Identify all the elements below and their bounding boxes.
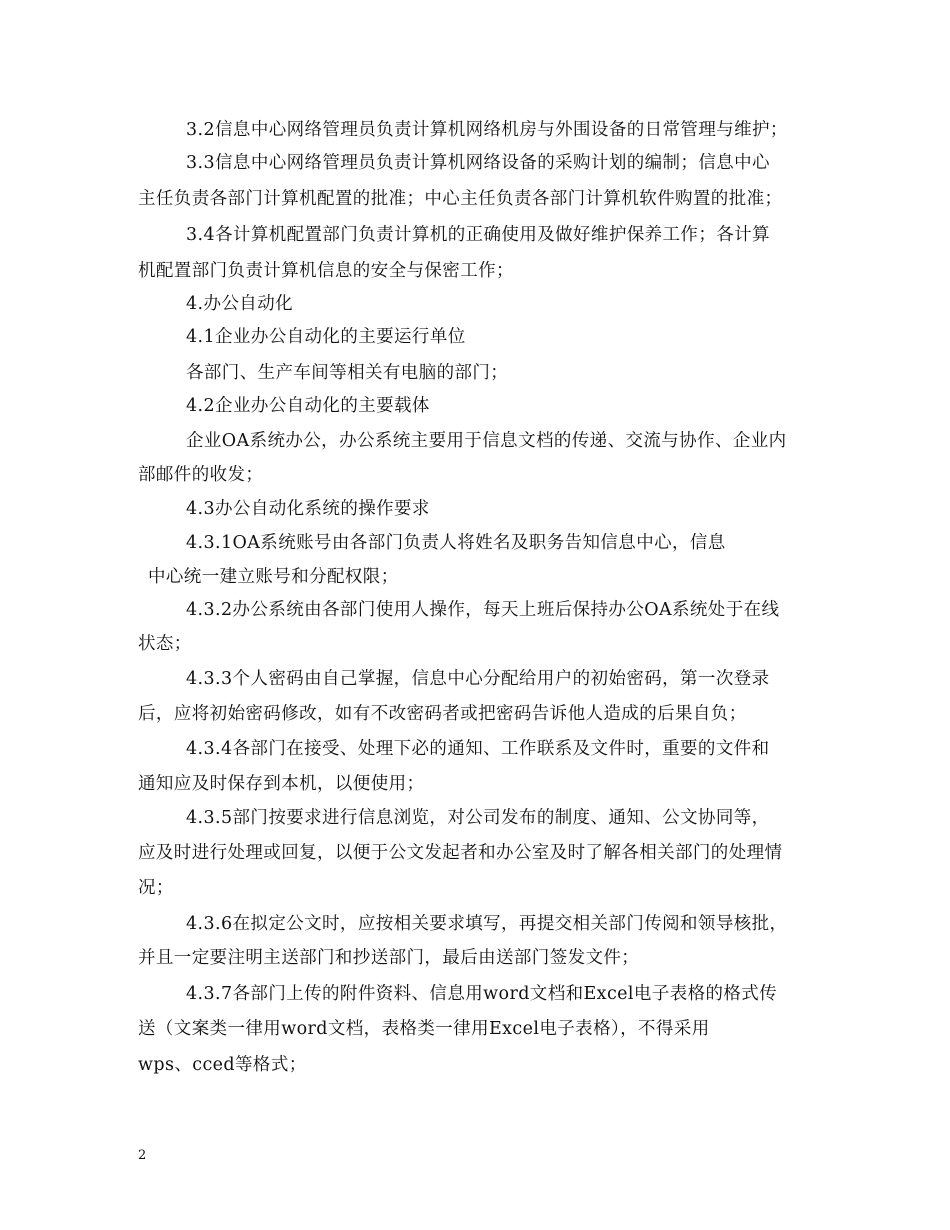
paragraph-line: 状态； <box>138 634 192 654</box>
paragraph-line: 3.3信息中心网络管理员负责计算机网络设备的采购计划的编制；信息中心 <box>186 153 770 173</box>
page-number: 2 <box>138 1148 147 1163</box>
paragraph-line: 4.3.4各部门在接受、处理下必的通知、工作联系及文件时，重要的文件和 <box>186 739 770 759</box>
paragraph-line: 通知应及时保存到本机，以便使用； <box>138 774 425 794</box>
paragraph-line: wps、cced等格式； <box>138 1055 307 1075</box>
paragraph-line: 送（文案类一律用word文档，表格类一律用Excel电子表格），不得采用 <box>138 1019 710 1039</box>
paragraph-line: 并且一定要注明主送部门和抄送部门，最后由送部门签发文件； <box>138 948 640 968</box>
paragraph-line: 各部门、生产车间等相关有电脑的部门； <box>186 363 509 383</box>
paragraph-line: 4.3.2办公系统由各部门使用人操作，每天上班后保持办公OA系统处于在线 <box>186 600 780 620</box>
paragraph-line: 中心统一建立账号和分配权限； <box>148 567 399 587</box>
paragraph-line: 部邮件的收发； <box>138 465 264 485</box>
paragraph-line: 4.3.1OA系统账号由各部门负责人将姓名及职务告知信息中心，信息 <box>186 533 726 553</box>
paragraph-line: 后，应将初始密码修改，如有不改密码者或把密码告诉他人造成的后果自负； <box>138 704 747 724</box>
paragraph-line: 4.3.7各部门上传的附件资料、信息用word文档和Excel电子表格的格式传 <box>186 984 778 1004</box>
paragraph-line: 机配置部门负责计算机信息的安全与保密工作； <box>138 261 514 281</box>
paragraph-line: 3.4各计算机配置部门负责计算机的正确使用及做好维护保养工作；各计算 <box>186 225 770 245</box>
paragraph-line: 4.3.6在拟定公文时，应按相关要求填写，再提交相关部门传阅和领导核批， <box>186 914 788 934</box>
paragraph-line: 3.2信息中心网络管理员负责计算机网络机房与外围设备的日常管理与维护； <box>186 120 788 140</box>
section-heading: 4.办公自动化 <box>186 294 293 314</box>
paragraph-line: 况； <box>138 878 174 898</box>
subsection-heading: 4.2企业办公自动化的主要载体 <box>186 396 430 416</box>
subsection-heading: 4.1企业办公自动化的主要运行单位 <box>186 327 466 347</box>
paragraph-line: 企业OA系统办公，办公系统主要用于信息文档的传递、交流与协作、企业内 <box>186 431 787 451</box>
subsection-heading: 4.3办公自动化系统的操作要求 <box>186 499 430 519</box>
paragraph-line: 主任负责各部门计算机配置的批准；中心主任负责各部门计算机软件购置的批准； <box>138 189 783 209</box>
paragraph-line: 4.3.5部门按要求进行信息浏览，对公司发布的制度、通知、公文协同等， <box>186 808 770 828</box>
paragraph-line: 4.3.3个人密码由自己掌握，信息中心分配给用户的初始密码，第一次登录 <box>186 669 770 689</box>
paragraph-line: 应及时进行处理或回复，以便于公文发起者和办公室及时了解各相关部门的处理情 <box>138 843 783 863</box>
